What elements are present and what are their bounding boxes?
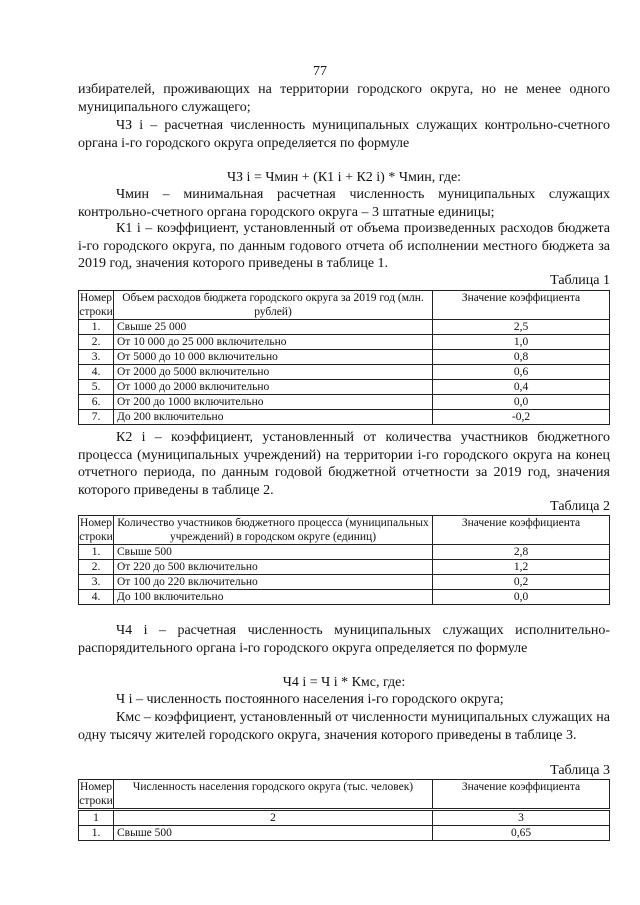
table-2 bbox=[78, 515, 610, 605]
table3-caption: Таблица 3 bbox=[550, 763, 610, 778]
table3-index-2: 2 bbox=[114, 810, 433, 826]
table1-row2-desc: От 10 000 до 25 000 включительно bbox=[114, 335, 433, 350]
page-number: 77 bbox=[313, 64, 327, 79]
table3-row1-num: 1. bbox=[79, 826, 114, 841]
table2-row4-desc: До 100 включительно bbox=[114, 590, 433, 605]
table-row bbox=[79, 350, 610, 365]
paragraph-5: К2 i – коэффициент, установленный от количества участников бюджетного процесса (муниципальных учреждений) на территории i-го городского округа на конец отчетного периода, по данным годовой бюджетной отчетности за 2019 год, значения которого приведены в таблице 2. bbox=[78, 430, 610, 498]
table1-row6-val: 0,0 bbox=[433, 395, 610, 410]
table-row bbox=[79, 410, 610, 425]
table1-row3-val: 0,8 bbox=[433, 350, 610, 365]
table1-row4-val: 0,6 bbox=[433, 365, 610, 380]
paragraph-2: ЧЗ i – расчетная численность муниципальных служащих контрольно-счетного органа i-го городского округа определяется по формуле bbox=[78, 118, 610, 151]
table-row bbox=[79, 560, 610, 575]
table1-row7-num: 7. bbox=[79, 410, 114, 425]
table1-row6-num: 6. bbox=[79, 395, 114, 410]
table2-row2-num: 2. bbox=[79, 560, 114, 575]
table1-row5-num: 5. bbox=[79, 380, 114, 395]
table3-row1-val: 0,65 bbox=[433, 826, 610, 841]
table1-row4-num: 4. bbox=[79, 365, 114, 380]
table3-header bbox=[79, 780, 610, 810]
table3-row1-desc: Свыше 500 bbox=[114, 826, 433, 841]
table2-row1-desc: Свыше 500 bbox=[114, 545, 433, 560]
table2-header bbox=[79, 516, 610, 545]
table2-row3-desc: От 100 до 220 включительно bbox=[114, 575, 433, 590]
table2-row1-num: 1. bbox=[79, 545, 114, 560]
table2-row3-num: 3. bbox=[79, 575, 114, 590]
table-row bbox=[79, 320, 610, 335]
table3-header-val: Значение коэффициента bbox=[433, 780, 610, 810]
table1-row2-val: 1,0 bbox=[433, 335, 610, 350]
paragraph-8: Кмс – коэффициент, установленный от численности муниципальных служащих на одну тысячу жителей городского округа, значения которого приведены в таблице 3. bbox=[78, 710, 610, 743]
table3-index-3: 3 bbox=[433, 810, 610, 826]
table1-header bbox=[79, 291, 610, 320]
table2-row3-val: 0,2 bbox=[433, 575, 610, 590]
table2-caption: Таблица 2 bbox=[550, 499, 610, 514]
table1-row1-val: 2,5 bbox=[433, 320, 610, 335]
table-row bbox=[79, 395, 610, 410]
table2-row2-val: 1,2 bbox=[433, 560, 610, 575]
table1-row7-desc: До 200 включительно bbox=[114, 410, 433, 425]
table-row bbox=[79, 826, 610, 841]
table-3 bbox=[78, 779, 610, 841]
table1-row2-num: 2. bbox=[79, 335, 114, 350]
table2-header-val: Значение коэффициента bbox=[433, 516, 610, 545]
table-1 bbox=[78, 290, 610, 425]
table1-row7-val: -0,2 bbox=[433, 410, 610, 425]
table1-header-num: Номер строки bbox=[79, 292, 113, 318]
table1-row5-desc: От 1000 до 2000 включительно bbox=[114, 380, 433, 395]
paragraph-6: Ч4 i – расчетная численность муниципальных служащих исполнительно-распорядительного органа i-го городского округа определяется по формуле bbox=[78, 623, 610, 656]
table2-row2-desc: От 220 до 500 включительно bbox=[114, 560, 433, 575]
table1-row5-val: 0,4 bbox=[433, 380, 610, 395]
table1-row1-desc: Свыше 25 000 bbox=[114, 320, 433, 335]
table1-row3-num: 3. bbox=[79, 350, 114, 365]
table3-header-num: Номер строки bbox=[79, 780, 114, 810]
table2-row1-val: 2,8 bbox=[433, 545, 610, 560]
table2-row4-val: 0,0 bbox=[433, 590, 610, 605]
formula-ch4: Ч4 i = Ч i * Кмс, где: bbox=[282, 675, 406, 690]
table3-index-row bbox=[79, 810, 610, 826]
table2-row4-num: 4. bbox=[79, 590, 114, 605]
table1-row4-desc: От 2000 до 5000 включительно bbox=[114, 365, 433, 380]
table2-header-desc: Количество участников бюджетного процесса (муниципальных учреждений) в городском округе (единиц) bbox=[114, 516, 433, 545]
formula-ch3: ЧЗ i = Чмин + (К1 i + К2 i) * Чмин, где: bbox=[226, 170, 462, 185]
paragraph-4: К1 i – коэффициент, установленный от объема произведенных расходов бюджета i-го городского округа, по данным годового отчета об исполнении местного бюджета за 2019 год, значения которого приведены в таблице 1. bbox=[78, 221, 610, 271]
table-row bbox=[79, 365, 610, 380]
table1-row3-desc: От 5000 до 10 000 включительно bbox=[114, 350, 433, 365]
table1-header-val: Значение коэффициента bbox=[433, 291, 610, 320]
table1-caption: Таблица 1 bbox=[550, 273, 610, 288]
table1-row1-num: 1. bbox=[79, 320, 114, 335]
paragraph-1: избирателей, проживающих на территории городского округа, но не менее одного муниципального служащего; bbox=[78, 82, 610, 115]
table1-row6-desc: От 200 до 1000 включительно bbox=[114, 395, 433, 410]
paragraph-3: Чмин – минимальная расчетная численность муниципальных служащих контрольно-счетного органа городского округа – 3 штатные единицы; bbox=[78, 187, 610, 220]
table-row bbox=[79, 575, 610, 590]
table3-index-1: 1 bbox=[79, 810, 114, 826]
table3-header-desc: Численность населения городского округа (тыс. человек) bbox=[114, 780, 433, 810]
table2-header-num: Номер строки bbox=[79, 517, 113, 543]
paragraph-7: Ч i – численность постоянного населения i-го городского округа; bbox=[116, 692, 504, 707]
table-row bbox=[79, 380, 610, 395]
table-row bbox=[79, 590, 610, 605]
table-row bbox=[79, 335, 610, 350]
table1-header-desc: Объем расходов бюджета городского округа за 2019 год (млн. рублей) bbox=[114, 291, 433, 320]
table-row bbox=[79, 545, 610, 560]
